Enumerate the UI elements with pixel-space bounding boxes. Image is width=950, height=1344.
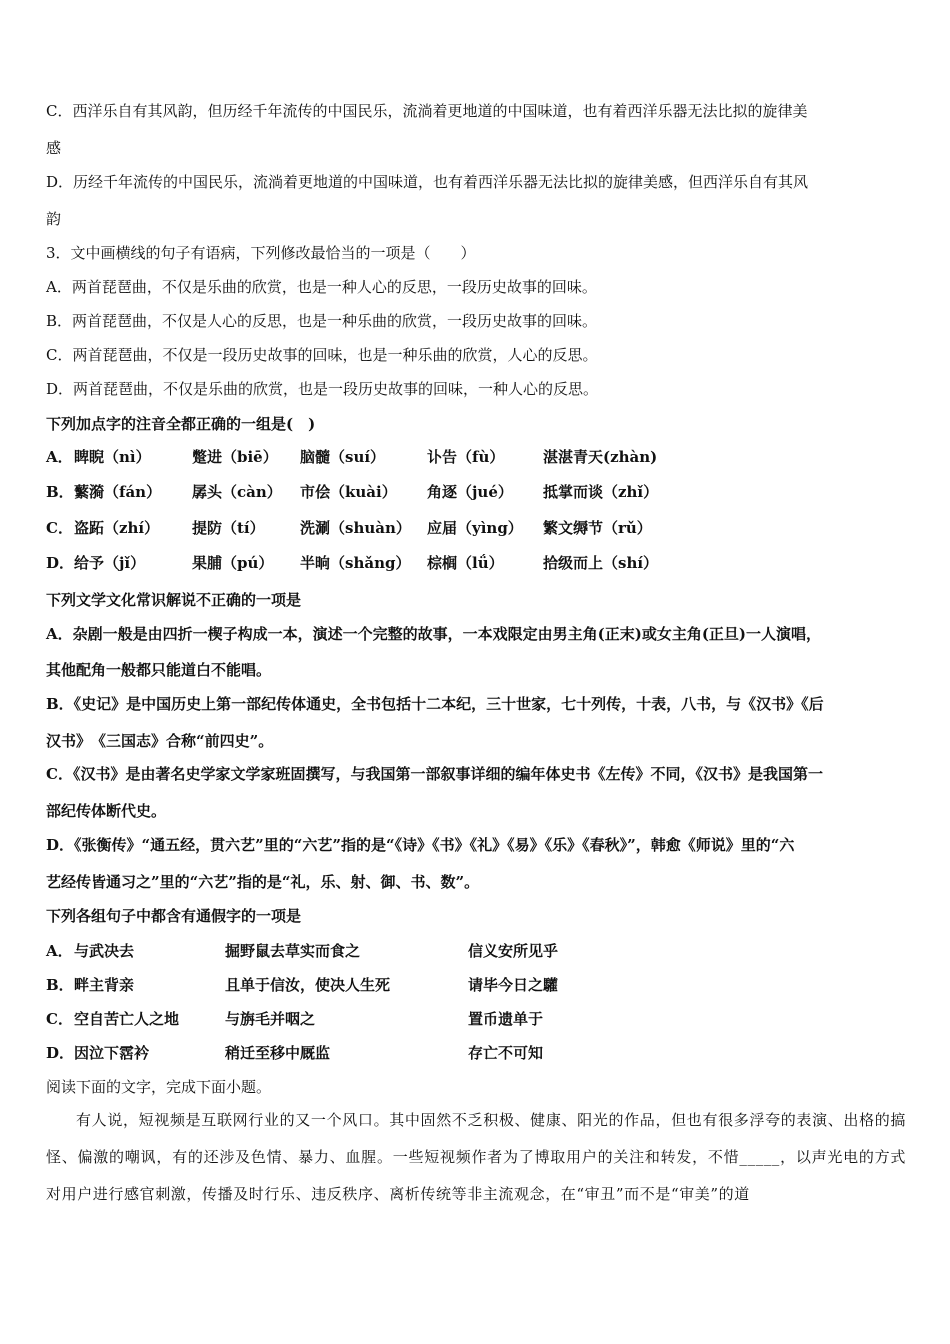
option-label: A． — [46, 942, 73, 960]
pinyin-item: 睥睨（nì） — [74, 448, 151, 466]
option-label: C． — [46, 519, 73, 537]
reading-instruction: 阅读下面的文字，完成下面小题。 — [46, 1078, 272, 1096]
pinyin-item: 市侩（kuài） — [300, 483, 397, 501]
reading-passage: 有人说，短视频是互联网行业的又一个风口。其中固然不乏积极、健康、阳光的作品，但也有很多浮夸的表演、出格的搞怪、偏激的嘲讽，有的还涉及色情、暴力、血腥。一些短视频作者为了博取用户的关注和转发，不惜_____，以声光电的方式对用户进行感官刺激，传播及时行乐、违反秩序、离析传统等非主流观念，在“审丑”而不是“审美”的道 — [46, 1111, 906, 1203]
option-label: D． — [46, 1044, 75, 1062]
pinyin-item: 应届（yìng） — [427, 519, 523, 537]
tongjia-sentence: 与武决去 — [74, 942, 135, 960]
tongjia-question-stem: 下列各组句子中都含有通假字的一项是 — [46, 907, 302, 925]
tongjia-sentence: 信义安所见乎 — [468, 942, 559, 960]
culture-option-c-line2: 部纪传体断代史。 — [46, 802, 167, 820]
option-label: A． — [46, 448, 73, 466]
pinyin-item: 角逐（jué） — [427, 483, 513, 501]
q3-option-b: B．两首琵琶曲，不仅是人心的反思，也是一种乐曲的欣赏，一段历史故事的回味。 — [46, 312, 598, 330]
tongjia-sentence: 与旃毛并咽之 — [225, 1010, 316, 1028]
pinyin-item: 洗涮（shuàn） — [300, 519, 411, 537]
q2-option-d-line1: D．历经千年流传的中国民乐，流淌着更地道的中国味道，也有着西洋乐器无法比拟的旋律美感，但西洋乐自有其风 — [46, 173, 809, 191]
q2-option-d-line2: 韵 — [46, 210, 62, 228]
pinyin-question-stem: 下列加点字的注音全都正确的一组是( ) — [46, 415, 316, 433]
pinyin-item: 蹩进（biē） — [192, 448, 278, 466]
pinyin-item: 孱头（càn） — [192, 483, 282, 501]
option-label: C． — [46, 1010, 73, 1028]
culture-option-b-line2: 汉书》 《三国志》合称“前四史”。 — [46, 732, 274, 750]
q2-option-c-line2: 感 — [46, 139, 62, 157]
tongjia-sentence: 存亡不可知 — [468, 1044, 544, 1062]
culture-option-a-line1: A．杂剧一般是由四折一楔子构成一本，演述一个完整的故事，一本戏限定由男主角(正末)或女主角(正旦)一人演唱， — [46, 625, 822, 643]
q3-option-c: C．两首琵琶曲，不仅是一段历史故事的回味，也是一种乐曲的欣赏，人心的反思。 — [46, 346, 598, 364]
pinyin-item: 讣告（fù） — [427, 448, 505, 466]
q3-stem: 3．文中画横线的句子有语病，下列修改最恰当的一项是（ ） — [46, 244, 476, 262]
option-label: B． — [46, 976, 74, 994]
pinyin-item: 提防（tí） — [192, 519, 265, 537]
tongjia-sentence: 且单于信汝，使决人生死 — [225, 976, 391, 994]
pinyin-item: 湛湛青天(zhàn) — [543, 448, 658, 466]
pinyin-item: 拾级而上（shí） — [543, 554, 659, 572]
culture-option-a-line2: 其他配角一般都只能道白不能唱。 — [46, 661, 272, 679]
option-label: D． — [46, 554, 75, 572]
pinyin-item: 脑髓（suí） — [300, 448, 386, 466]
pinyin-item: 繁文缛节（rǔ） — [543, 519, 652, 537]
pinyin-item: 抵掌而谈（zhǐ） — [543, 483, 659, 501]
tongjia-sentence: 置币遗单于 — [468, 1010, 544, 1028]
tongjia-sentence: 请毕今日之驩 — [468, 976, 559, 994]
tongjia-sentence: 掘野鼠去草实而食之 — [225, 942, 361, 960]
pinyin-item: 果脯（pú） — [192, 554, 274, 572]
tongjia-sentence: 稍迁至移中厩监 — [225, 1044, 331, 1062]
tongjia-sentence: 畔主背亲 — [74, 976, 135, 994]
culture-option-d-line2: 艺经传皆通习之”里的“六艺”指的是“礼，乐、射、御、书、数”。 — [46, 873, 480, 891]
q3-option-d: D．两首琵琶曲，不仅是乐曲的欣赏，也是一段历史故事的回味，一种人心的反思。 — [46, 380, 599, 398]
tongjia-sentence: 因泣下霑衿 — [74, 1044, 150, 1062]
pinyin-item: 半晌（shǎng） — [300, 554, 411, 572]
pinyin-item: 盗跖（zhí） — [74, 519, 160, 537]
q3-option-a: A．两首琵琶曲，不仅是乐曲的欣赏，也是一种人心的反思，一段历史故事的回味。 — [46, 278, 597, 296]
culture-question-stem: 下列文学文化常识解说不正确的一项是 — [46, 591, 302, 609]
pinyin-item: 棕榈（lǘ） — [427, 554, 504, 572]
culture-option-c-line1: C．《汉书》是由著名史学家文学家班固撰写，与我国第一部叙事详细的编年体史书《左传》不同，《汉书》是我国第一 — [46, 765, 823, 783]
option-label: B． — [46, 483, 74, 501]
pinyin-item: 蘩漪（fán） — [74, 483, 162, 501]
culture-option-b-line1: B．《史记》是中国历史上第一部纪传体通史，全书包括十二本纪，三十世家，七十列传，十表，八书，与《汉书》《后 — [46, 695, 824, 713]
pinyin-item: 给予（jǐ） — [74, 554, 146, 572]
culture-option-d-line1: D．《张衡传》“通五经，贯六艺”里的“六艺”指的是“《诗》《书》《礼》《易》《乐》《春秋》”，韩愈《师说》里的“六 — [46, 836, 795, 854]
q2-option-c-line1: C．西洋乐自有其风韵，但历经千年流传的中国民乐，流淌着更地道的中国味道，也有着西洋乐器无法比拟的旋律美 — [46, 102, 808, 120]
tongjia-sentence: 空自苦亡人之地 — [74, 1010, 180, 1028]
